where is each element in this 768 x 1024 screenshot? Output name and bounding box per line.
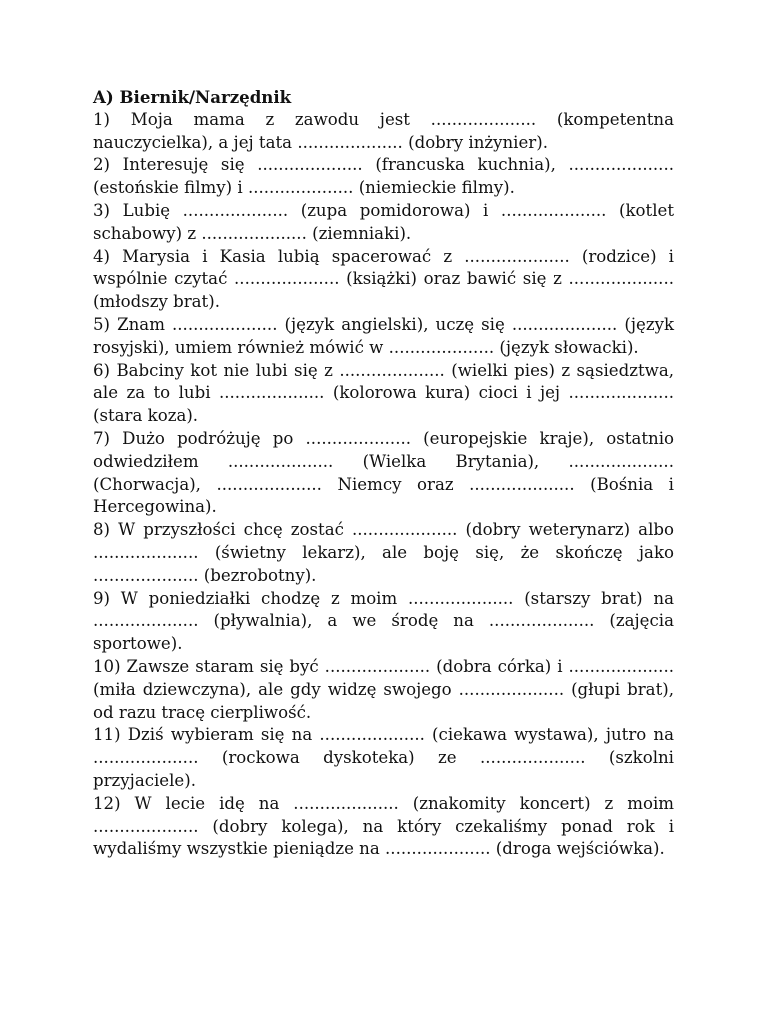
exercise-item-11: 11) Dziś wybieram się na .................... (ciekawa wystawa), jutro na .................... (rockowa dyskoteka) ze .................... (szkolni przyjaciele).: [93, 725, 674, 790]
exercise-item-7: 7) Dużo podróżuję po .................... (europejskie kraje), ostatnio odwiedziłem .................... (Wielka Brytania), .................... (Chorwacja), .................... Niemcy oraz .................... (Bośnia i Hercegowina).: [93, 428, 674, 517]
exercise-item-6: 6) Babciny kot nie lubi się z .................... (wielki pies) z sąsiedztwa, ale za to lubi .................... (kolorowa kura) cioci i jej .................... (stara koza).: [93, 360, 674, 426]
exercise-item-4: 4) Marysia i Kasia lubią spacerować z .................... (rodzice) i wspólnie czytać .................... (książki) oraz bawić się z .................... (młodszy brat).: [93, 246, 674, 312]
exercise-item-1: 1) Moja mama z zawodu jest .................... (kompetentna nauczycielka), a jej tata .................... (dobry inżynier).: [93, 109, 674, 152]
exercise-item-8: 8) W przyszłości chcę zostać .................... (dobry weterynarz) albo .................... (świetny lekarz), ale boję się, że skończę jako .................... (bezrobotny).: [93, 520, 674, 585]
exercise-item-9: 9) W poniedziałki chodzę z moim .................... (starszy brat) na .................... (pływalnia), a we środę na .................... (zajęcia sportowe).: [93, 588, 674, 654]
exercise-item-10: 10) Zawsze staram się być .................... (dobra córka) i .................... (miła dziewczyna), ale gdy widzę swojego .................... (głupi brat), od razu tracę cierpliwość.: [93, 656, 674, 722]
document-page: [93, 86, 674, 861]
exercise-heading: A) Biernik/Narzędnik: [93, 87, 292, 107]
exercise-item-12: 12) W lecie idę na .................... (znakomity koncert) z moim .................... (dobry kolega), na który czekaliśmy ponad rok i wydaliśmy wszystkie pieniądze na .................... (droga wejściówka).: [93, 793, 674, 859]
exercise-item-3: 3) Lubię .................... (zupa pomidorowa) i .................... (kotlet schabowy) z .................... (ziemniaki).: [93, 200, 674, 243]
exercise-item-5: 5) Znam .................... (język angielski), uczę się .................... (język rosyjski), umiem również mówić w .................... (język słowacki).: [93, 314, 674, 357]
exercise-item-2: 2) Interesuję się .................... (francuska kuchnia), .................... (estońskie filmy) i .................... (niemieckie filmy).: [93, 155, 674, 198]
